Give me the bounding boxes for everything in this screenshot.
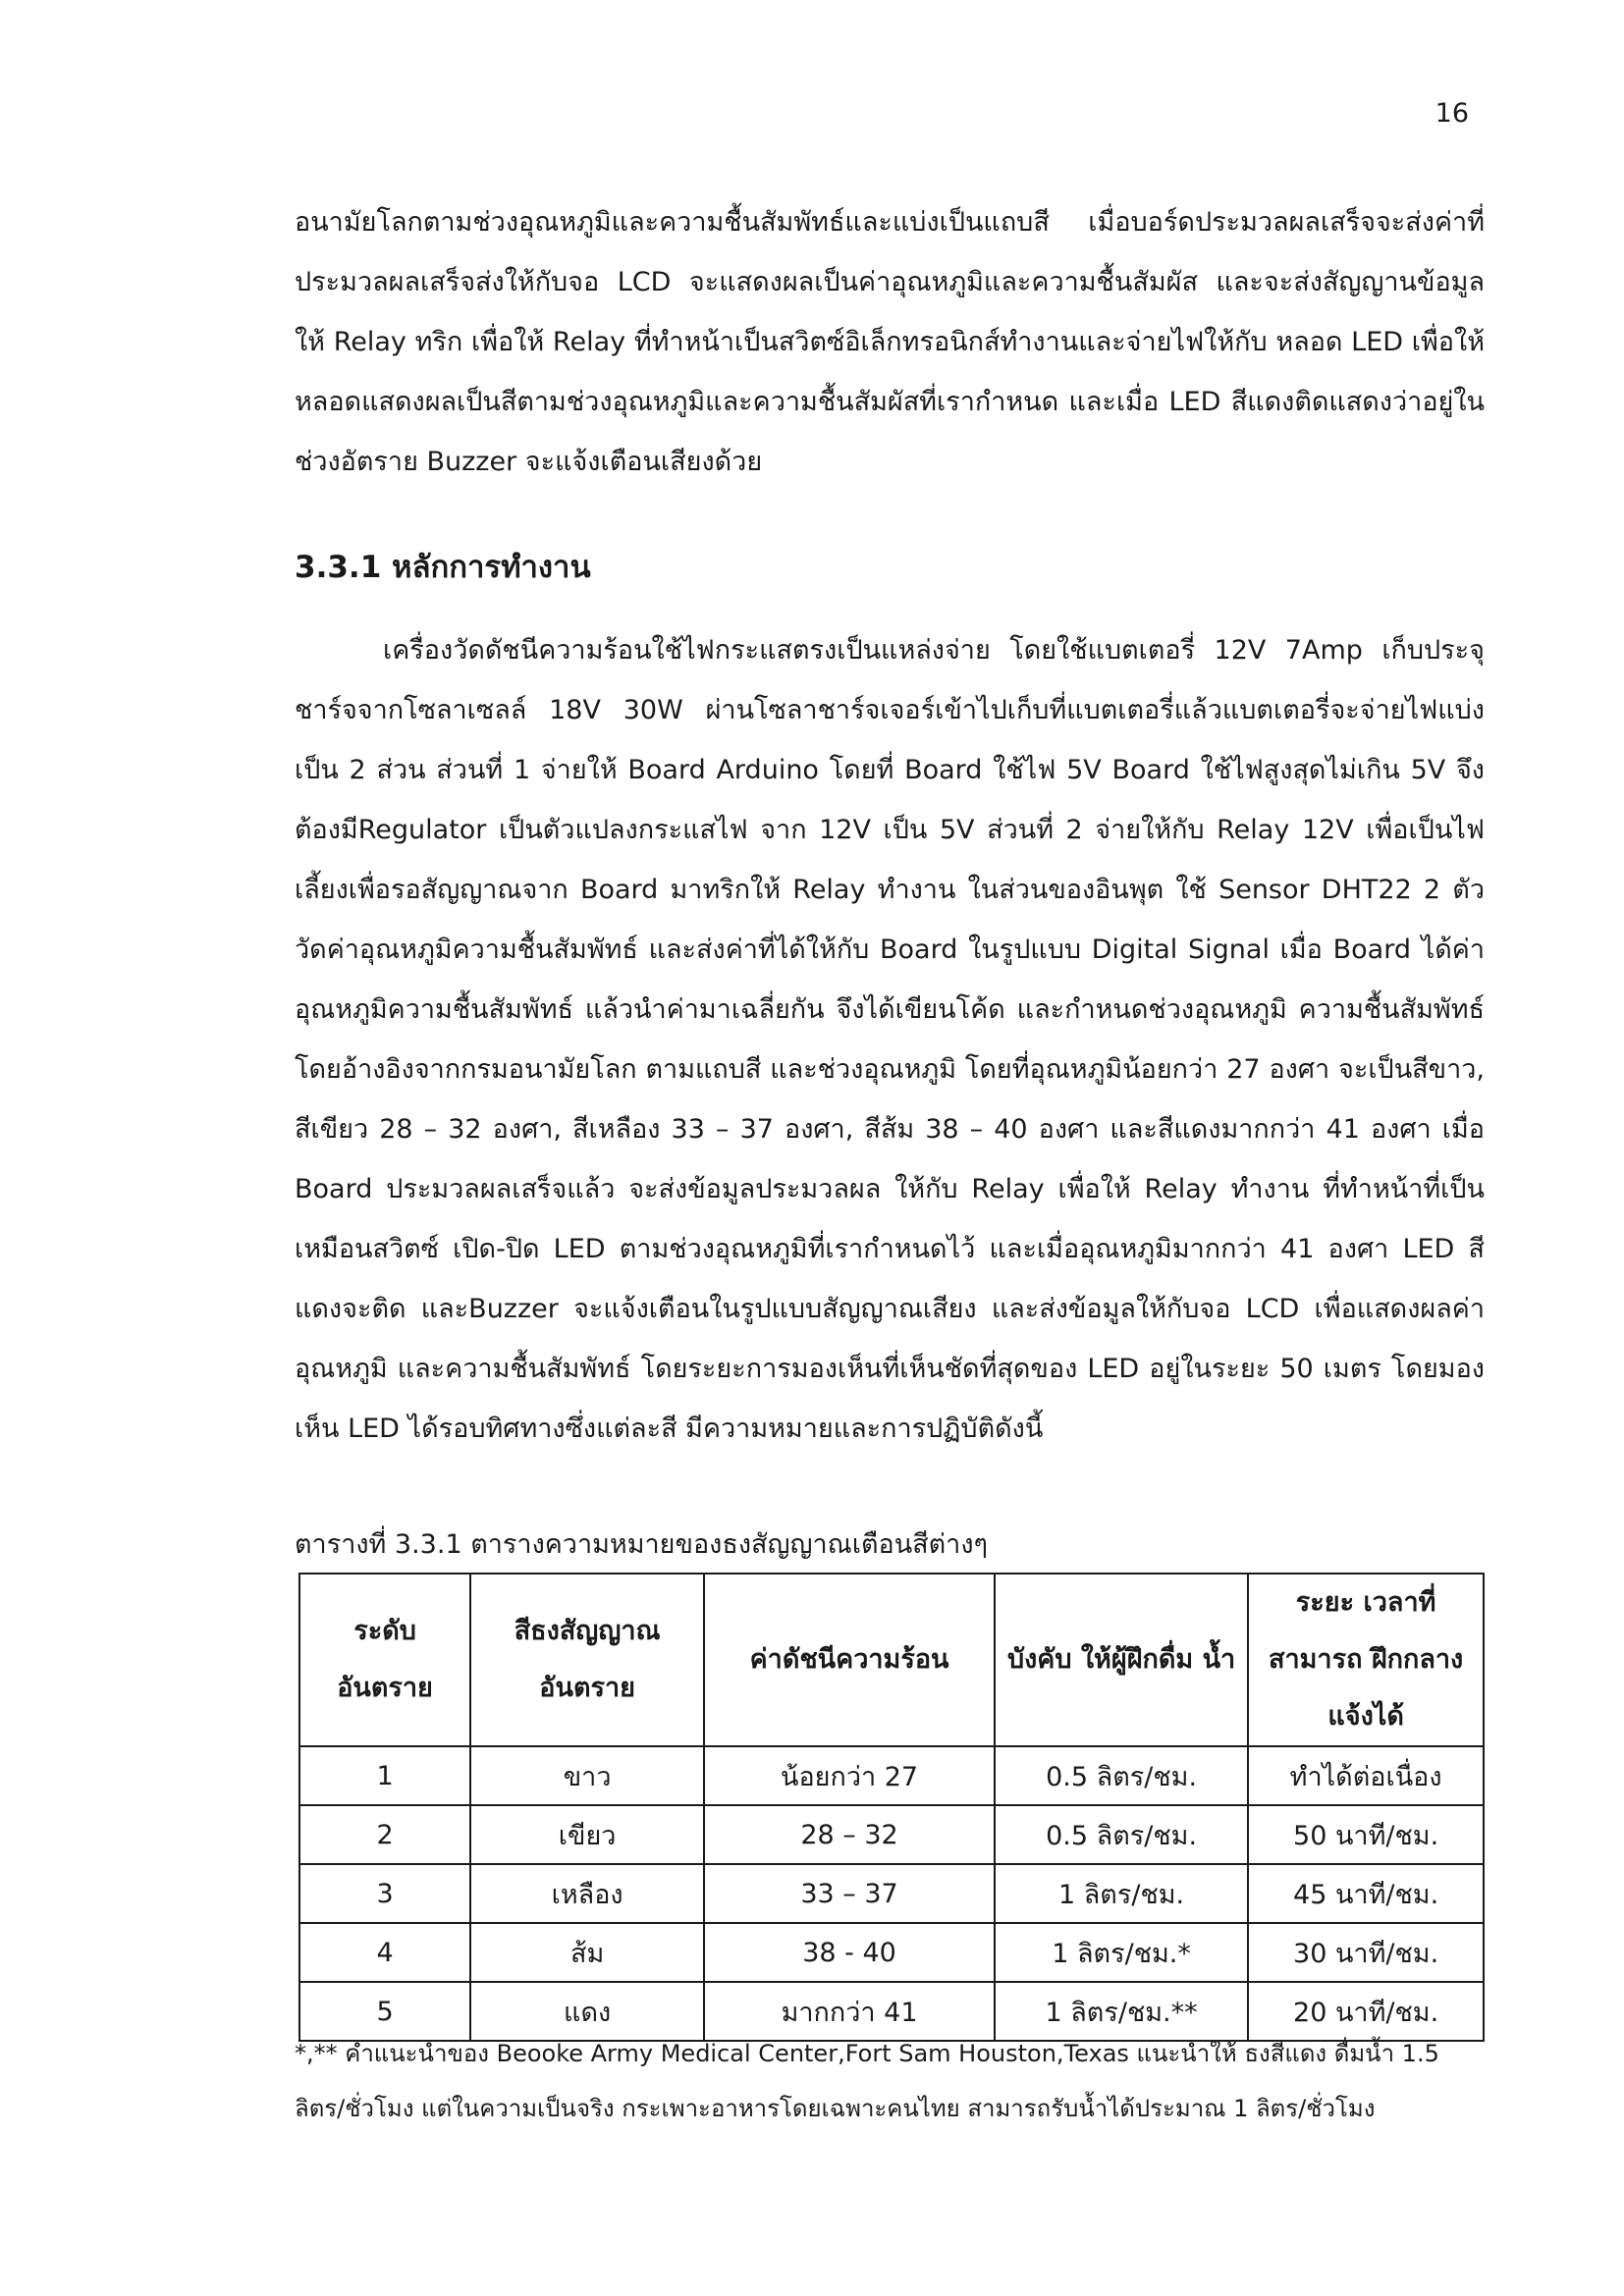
table-row xyxy=(299,1746,1484,1805)
body-block xyxy=(295,620,1485,1459)
cell-index: 28 – 32 xyxy=(704,1805,995,1864)
cell-index: มากกว่า 41 xyxy=(704,1982,995,2041)
cell-level: 3 xyxy=(299,1864,470,1923)
heat-index-table xyxy=(298,1573,1485,2042)
cell-water: 1 ลิตร/ชม. xyxy=(995,1864,1248,1923)
table-caption: ตารางที่ 3.3.1 ตารางความหมายของธงสัญญาณเตือนสีต่างๆ xyxy=(295,1529,989,1560)
cell-time: 50 นาที/ชม. xyxy=(1248,1805,1484,1864)
intro-paragraph: อนามัยโลกตามช่วงอุณหภูมิและความชื้นสัมพัทธ์และแบ่งเป็นแถบสี เมื่อบอร์ดประมวลผลเสร็จจะส่งค่าที่ประมวลผลเสร็จส่งให้กับจอ LCD จะแสดงผลเป็นค่าอุณหภูมิและความชื้นสัมผัส และจะส่งสัญญานข้อมูลให้ Relay ทริก เพื่อให้ Relay ที่ทำหน้าเป็นสวิตซ์อิเล็กทรอนิกส์ทำงานและจ่ายไฟให้กับ หลอด LED เพื่อให้หลอดแสดงผลเป็นสีตามช่วงอุณหภูมิและความชื้นสัมผัสที่เรากำหนด และเมื่อ LED สีแดงติดแสดงว่าอยู่ในช่วงอัตราย Buzzer จะแจ้งเตือนเสียงด้วย xyxy=(295,207,1485,477)
header-flag-color: สีธงสัญญาณ อันตราย xyxy=(470,1574,704,1746)
cell-water: 0.5 ลิตร/ชม. xyxy=(995,1746,1248,1805)
table-footnote: *,** คำแนะนำของ Beooke Army Medical Center,Fort Sam Houston,Texas แนะนำให้ ธงสีแดง ดื่มน้ำ 1.5 ลิตร/ชั่วโมง แต่ในความเป็นจริง กระเพาะอาหารโดยเฉพาะคนไทย สามารถรับน้ำได้ประมาณ 1 ลิตร/ชั่วโมง xyxy=(295,2040,1439,2122)
cell-color: ส้ม xyxy=(470,1923,704,1982)
cell-index: 38 - 40 xyxy=(704,1923,995,1982)
cell-color: ขาว xyxy=(470,1746,704,1805)
cell-water: 0.5 ลิตร/ชม. xyxy=(995,1805,1248,1864)
header-water-intake: บังคับ ให้ผู้ฝึกดื่ม น้ำ xyxy=(995,1574,1248,1746)
body-paragraph: เครื่องวัดดัชนีความร้อนใช้ไฟกระแสตรงเป็นแหล่งจ่าย โดยใช้แบตเตอรี่ 12V 7Amp เก็บประจุชาร์จจากโซลาเซลล์ 18V 30W ผ่านโซลาชาร์จเจอร์เข้าไปเก็บที่แบตเตอรี่แล้วแบตเตอรี่จะจ่ายไฟแบ่งเป็น 2 ส่วน ส่วนที่ 1 จ่ายให้ Board Arduino โดยที่ Board ใช้ไฟ 5V Board ใช้ไฟสูงสุดไม่เกิน 5V จึงต้องมีRegulator เป็นตัวแปลงกระแสไฟ จาก 12V เป็น 5V ส่วนที่ 2 จ่ายให้กับ Relay 12V เพื่อเป็นไฟเลี้ยงเพื่อรอสัญญาณจาก Board มาทริกให้ Relay ทำงาน ในส่วนของอินพุต ใช้ Sensor DHT22 2 ตัว วัดค่าอุณหภูมิความชื้นสัมพัทธ์ และส่งค่าที่ได้ให้กับ Board ในรูปแบบ Digital Signal เมื่อ Board ได้ค่าอุณหภูมิความชื้นสัมพัทธ์ แล้วนำค่ามาเฉลี่ยกัน จึงได้เขียนโค้ด และกำหนดช่วงอุณหภูมิ ความชื้นสัมพัทธ์โดยอ้างอิงจากกรมอนามัยโลก ตามแถบสี และช่วงอุณหภูมิ โดยที่อุณหภูมิน้อยกว่า 27 องศา จะเป็นสีขาว, สีเขียว 28 – 32 องศา, สีเหลือง 33 – 37 องศา, สีส้ม 38 – 40 องศา และสีแดงมากกว่า 41 องศา เมื่อ Board ประมวลผลเสร็จแล้ว จะส่งข้อมูลประมวลผล ให้กับ Relay เพื่อให้ Relay ทำงาน ที่ทำหน้าที่เป็นเหมือนสวิตซ์ เปิด-ปิด LED ตามช่วงอุณหภูมิที่เรากำหนดไว้ และเมื่ออุณหภูมิมากกว่า 41 องศา LED สีแดงจะติด และBuzzer จะแจ้งเตือนในรูปแบบสัญญาณเสียง และส่งข้อมูลให้กับจอ LCD เพื่อแสดงผลค่าอุณหภูมิ และความชื้นสัมพัทธ์ โดยระยะการมองเห็นที่เห็นชัดที่สุดของ LED อยู่ในระยะ 50 เมตร โดยมองเห็น LED ได้รอบทิศทางซึ่งแต่ละสี มีความหมายและการปฏิบัติดังนี้ xyxy=(295,635,1485,1444)
cell-level: 2 xyxy=(299,1805,470,1864)
cell-level: 5 xyxy=(299,1982,470,2041)
header-training-time: ระยะ เวลาที่สามารถ ฝึกกลางแจ้งได้ xyxy=(1248,1574,1484,1746)
cell-water: 1 ลิตร/ชม.* xyxy=(995,1923,1248,1982)
cell-time: 45 นาที/ชม. xyxy=(1248,1864,1484,1923)
page-number: 16 xyxy=(1435,98,1469,129)
table-header-row xyxy=(299,1574,1484,1746)
cell-water: 1 ลิตร/ชม.** xyxy=(995,1982,1248,2041)
table-row xyxy=(299,1864,1484,1923)
cell-index: 33 – 37 xyxy=(704,1864,995,1923)
cell-time: 20 นาที/ชม. xyxy=(1248,1982,1484,2041)
cell-index: น้อยกว่า 27 xyxy=(704,1746,995,1805)
table-row xyxy=(299,1805,1484,1864)
cell-level: 4 xyxy=(299,1923,470,1982)
header-heat-index: ค่าดัชนีความร้อน xyxy=(704,1574,995,1746)
cell-color: แดง xyxy=(470,1982,704,2041)
section-heading: 3.3.1 หลักการทำงาน xyxy=(295,550,591,585)
cell-level: 1 xyxy=(299,1746,470,1805)
cell-color: เขียว xyxy=(470,1805,704,1864)
table-wrap xyxy=(298,1573,1485,2042)
header-danger-level: ระดับ อันตราย xyxy=(299,1574,470,1746)
table-row xyxy=(299,1923,1484,1982)
cell-color: เหลือง xyxy=(470,1864,704,1923)
cell-time: 30 นาที/ชม. xyxy=(1248,1923,1484,1982)
cell-time: ทำได้ต่อเนื่อง xyxy=(1248,1746,1484,1805)
